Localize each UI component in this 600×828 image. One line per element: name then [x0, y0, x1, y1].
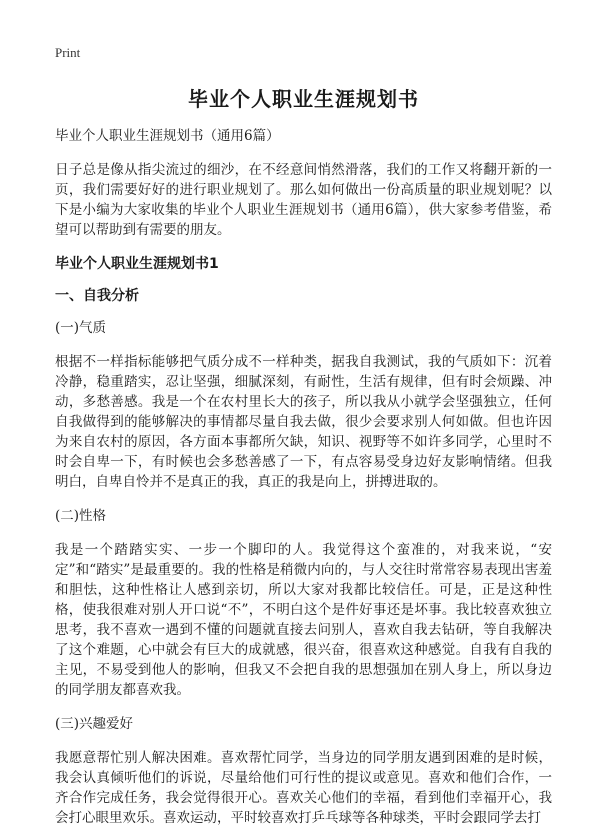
personality-heading: (二)性格	[55, 508, 107, 524]
print-link[interactable]: Print	[55, 45, 81, 60]
interests-heading: (三)兴趣爱好	[55, 716, 134, 732]
interests-paragraph: 我愿意帮忙别人解决困难。喜欢帮忙同学，当身边的同学朋友遇到困难的是时候，我会认真倾听他们的诉说，尽量给他们可行性的提议或意见。喜欢和他们合作，一齐合作完成任务，我会觉得很开心。喜欢关心他们的幸福，看到他们幸福开心，我会打心眼里欢乐。喜欢运动，平时较喜欢打乒乓球等各种球类，平时会跟同学去打	[55, 750, 552, 826]
intro-paragraph: 日子总是像从指尖流过的细沙，在不经意间悄然滑落，我们的工作又将翻开新的一页，我们需要好好的进行职业规划了。那么如何做出一份高质量的职业规划呢？以下是小编为大家收集的毕业个人职业生涯规划书（通用6篇），供大家参考借鉴，希望可以帮助到有需要的朋友。	[55, 162, 552, 238]
document-title: 毕业个人职业生涯规划书	[188, 87, 419, 111]
temperament-heading: (一)气质	[55, 320, 107, 336]
temperament-paragraph: 根据不一样指标能够把气质分成不一样种类，据我自我测试，我的气质如下：沉着冷静，稳重踏实，忍让坚强，细腻深刻，有耐性，生活有规律，但有时会烦躁、冲动，多愁善感。我是一个在农村里长大的孩子，所以我从小就学会坚强独立，任何自我做得到的能够解决的事情都尽量自我去做，很少会要求别人何如做。但也许因为来自农村的原因，各方面本事都所欠缺，知识、视野等不如许多同学，心里时不时会自卑一下，有时候也会多愁善感了一下，有点容易受身边好友影响情绪。但我明白，自卑自怜并不是真正的我，真正的我是向上，拼搏进取的。	[55, 354, 552, 490]
document-subtitle: 毕业个人职业生涯规划书（通用6篇）	[55, 128, 280, 144]
section-title: 毕业个人职业生涯规划书1	[55, 256, 219, 272]
personality-paragraph: 我是一个踏踏实实、一步一个脚印的人。我觉得这个蛮准的，对我来说，“安定”和“踏实”是最重要的。我的性格是稍微内向的，与人交往时常常容易表现出害羞和胆怯，这种性格让人感到亲切，所以大家对我都比较信任。可是，正是这种性格，使我很难对别人开口说“不”，不明白这个是件好事还是坏事。我比较喜欢独立思考，我不喜欢一遇到不懂的问题就直接去问别人，喜欢自我去钻研，等自我解决了这个难题，心中就会有巨大的成就感，很兴奋，很喜欢这种感觉。自我有自我的主见，不易受到他人的影响，但我又不会把自我的思想强加在别人身上，所以身边的同学朋友都喜欢我。	[55, 542, 552, 698]
part1-heading: 一、自我分析	[55, 288, 139, 304]
